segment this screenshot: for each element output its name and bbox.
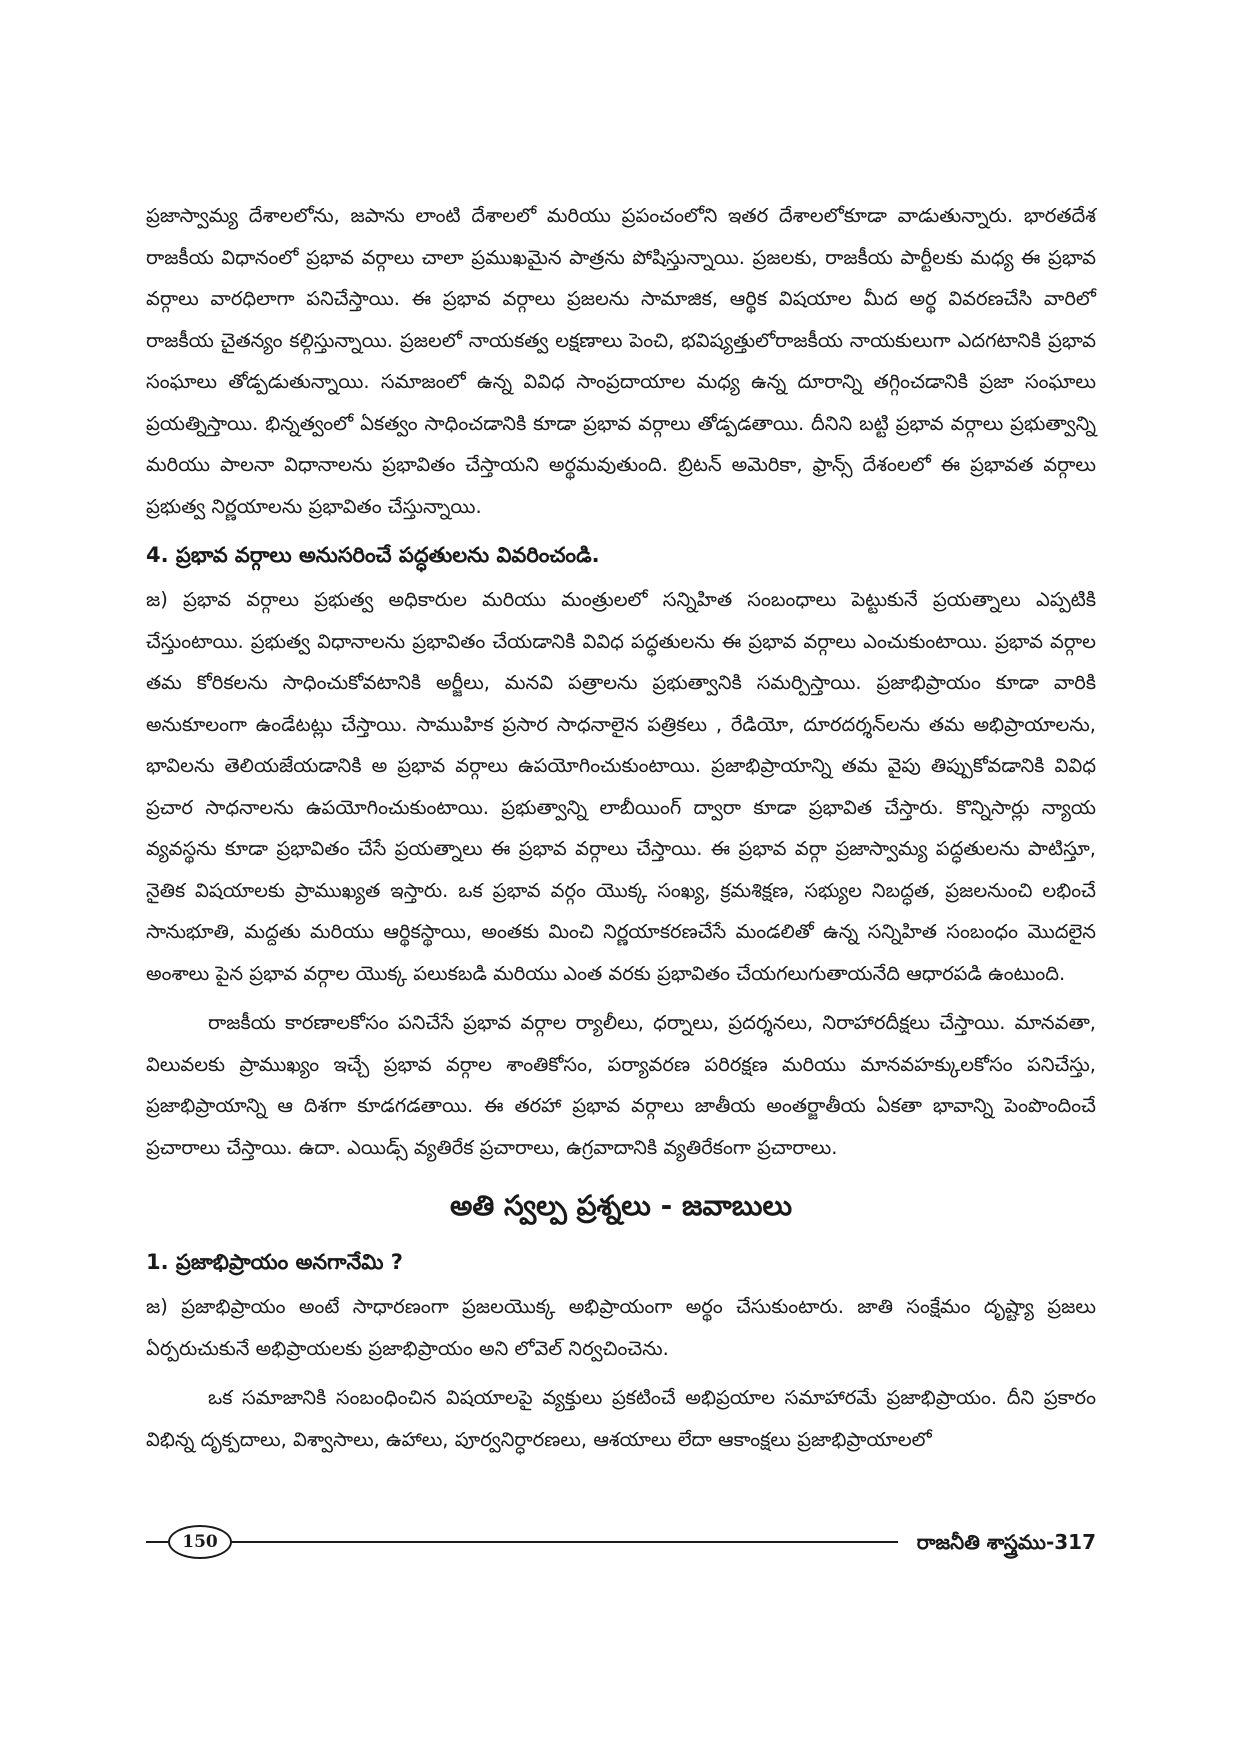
paragraph-intro: ప్రజాస్వామ్య దేశాలలోను, జపాను లాంటి దేశాలలో మరియు ప్రపంచంలోని ఇతర దేశాలలోకూడా వాడుతున్నారు. భారతదేశ రాజకీయ విధానంలో ప్రభావ వర్గాలు చాలా ప్రముఖమైన పాత్రను పోషిస్తున్నాయి. ప్రజలకు, రాజకీయ పార్టీలకు మధ్య ఈ ప్రభావ వర్గాలు వారధిలాగా పనిచేస్తాయి. ఈ ప్రభావ వర్గాలు ప్రజలను సామాజిక, ఆర్థిక విషయాల మీద అర్థ వివరణచేసి వారిలో రాజకీయ చైతన్యం కల్గిస్తున్నాయి. ప్రజలలో నాయకత్వ లక్షణాలు పెంచి, భవిష్యత్తులోరాజకీయ నాయకులుగా ఎదగటానికి ప్రభావ సంఘాలు తోడ్పడుతున్నాయి. సమాజంలో ఉన్న వివిధ సాంప్రదాయాల మధ్య ఉన్న దూరాన్ని తగ్గించడానికి ప్రజా సంఘాలు ప్రయత్నిస్తాయి. భిన్నత్వంలో ఏకత్వం సాధించడానికి కూడా ప్రభావ వర్గాలు తోడ్పడతాయి. దీనిని బట్టి ప్రభావ వర్గాలు ప్రభుత్వాన్ని మరియు పాలనా విధానాలను ప్రభావితం చేస్తాయని అర్థమవుతుంది. బ్రిటన్ అమెరికా, ఫ్రాన్స్ దేశంలలో ఈ ప్రభావత వర్గాలు ప్రభుత్వ నిర్ణయాలను ప్రభావితం చేస్తున్నాయి. (146, 204, 1096, 518)
question-4-answer-continued: రాజకీయ కారణాలకోసం పనిచేసే ప్రభావ వర్గాల ర్యాలీలు, ధర్నాలు, ప్రదర్శనలు, నిరాహారదీక్షలు చేస్తాయి. మానవతా, విలువలకు ప్రాముఖ్యం ఇచ్చే ప్రభావ వర్గాల శాంతికోసం, పర్యావరణ పరిరక్షణ మరియు మానవహక్కులకోసం పనిచేస్తు, ప్రజాభిప్రాయాన్ని ఆ దిశగా కూడగడతాయి. ఈ తరహా ప్రభావ వర్గాలు జాతీయ అంతర్జాతీయ ఏకతా భావాన్ని పెంపొందించే ప్రచారాలు చేస్తాయి. ఉదా. ఎయిడ్స్ వ్యతిరేక ప్రచారాలు, ఉగ్రవాదానికి వ్యతిరేకంగా ప్రచారాలు. (146, 1011, 1096, 1159)
spacer (146, 1369, 1096, 1377)
section-heading: అతి స్వల్ప ప్రశ్నలు - జవాబులు (449, 1189, 793, 1222)
footer-rule-left (146, 1541, 168, 1543)
question-1-heading: 1. ప్రజాభిప్రాయం అనగానేమి ? (146, 1250, 403, 1274)
question-4-answer: జ) ప్రభావ వర్గాలు ప్రభుత్వ అధికారుల మరియు మంత్రులలో సన్నిహిత సంబంధాలు పెట్టుకునే ప్రయత్నాలు ఎప్పటికి చేస్తుంటాయి. ప్రభుత్వ విధానాలను ప్రభావితం చేయడానికి వివిధ పద్ధతులను ఈ ప్రభావ వర్గాలు ఎంచుకుంటాయి. ప్రభావ వర్గాల తమ కోరికలను సాధించుకోవటానికి అర్జీలు, మనవి పత్రాలను ప్రభుత్వానికి సమర్పిస్తాయి. ప్రజాభిప్రాయం కూడా వారికి అనుకూలంగా ఉండేటట్లు చేస్తాయి. సాముహిక ప్రసార సాధనాలైన పత్రికలు , రేడియో, దూరదర్శన్‌లను తమ అభిప్రాయాలను, భావిలను తెలియజేయడానికి అ ప్రభావ వర్గాలు ఉపయోగించుకుంటాయి. ప్రజాభిప్రాయాన్ని తమ వైపు తిప్పుకోవడానికి వివిధ ప్రచార సాధనాలను ఉపయోగించుకుంటాయి. ప్రభుత్వాన్ని లాబీయింగ్ ద్వారా కూడా ప్రభావిత చేస్తారు. కొన్నిసార్లు న్యాయ వ్యవస్థను కూడా ప్రభావితం చేసే ప్రయత్నాలు ఈ ప్రభావ వర్గాలు చేస్తాయి. ఈ ప్రభావ వర్గా ప్రజాస్వామ్య పద్ధతులను పాటిస్తూ, నైతిక విషయాలకు ప్రాముఖ్యత ఇస్తారు. ఒక ప్రభావ వర్గం యొక్క సంఖ్య, క్రమశిక్షణ, సభ్యుల నిబద్ధత, ప్రజలనుంచి లభించే సానుభూతి, మద్దతు మరియు ఆర్థికస్థాయి, అంతకు మించి నిర్ణయాకరణచేసే మండలితో ఉన్న సన్నిహిత సంబంధం మొదలైన అంశాలు పైన ప్రభావ వర్గాల యొక్క పలుకబడి మరియు ఎంత వరకు ప్రభావితం చేయగలుగుతాయనేది ఆధారపడి ఉంటుంది. (146, 588, 1096, 985)
spacer (146, 994, 1096, 1002)
question-1-answer: జ) ప్రజాభిప్రాయం అంటే సాధారణంగా ప్రజలయొక్క అభిప్రాయంగా అర్థం చేసుకుంటారు. జాతి సంక్షేమం దృష్ట్యా ప్రజలు ఏర్పరుచుకునే అభిప్రాయలకు ప్రజాభిప్రాయం అని లోవెల్ నిర్వచించెను. (146, 1295, 1096, 1360)
page-content (146, 195, 1096, 1460)
page-footer (146, 1521, 1096, 1561)
footer-rule (232, 1541, 898, 1543)
book-title: రాజనీతి శాస్త్రము-317 (916, 1530, 1096, 1554)
question-4-heading: 4. ప్రభావ వర్గాలు అనుసరించే పద్ధతులను వివరించండి. (146, 543, 600, 567)
question-1-answer-continued: ఒక సమాజానికి సంబంధించిన విషయాలపై వ్యక్తులు ప్రకటించే అభిప్రయాల సమాహారమే ప్రజాభిప్రాయం. దీని ప్రకారం విభిన్న దృక్పదాలు, విశ్వాసాలు, ఉహాలు, పూర్వనిర్ధారణలు, ఆశయాలు లేదా ఆకాంక్షలు ప్రజాభిప్రాయాలలో (146, 1386, 1096, 1451)
page-number-badge: 150 (168, 1525, 232, 1559)
